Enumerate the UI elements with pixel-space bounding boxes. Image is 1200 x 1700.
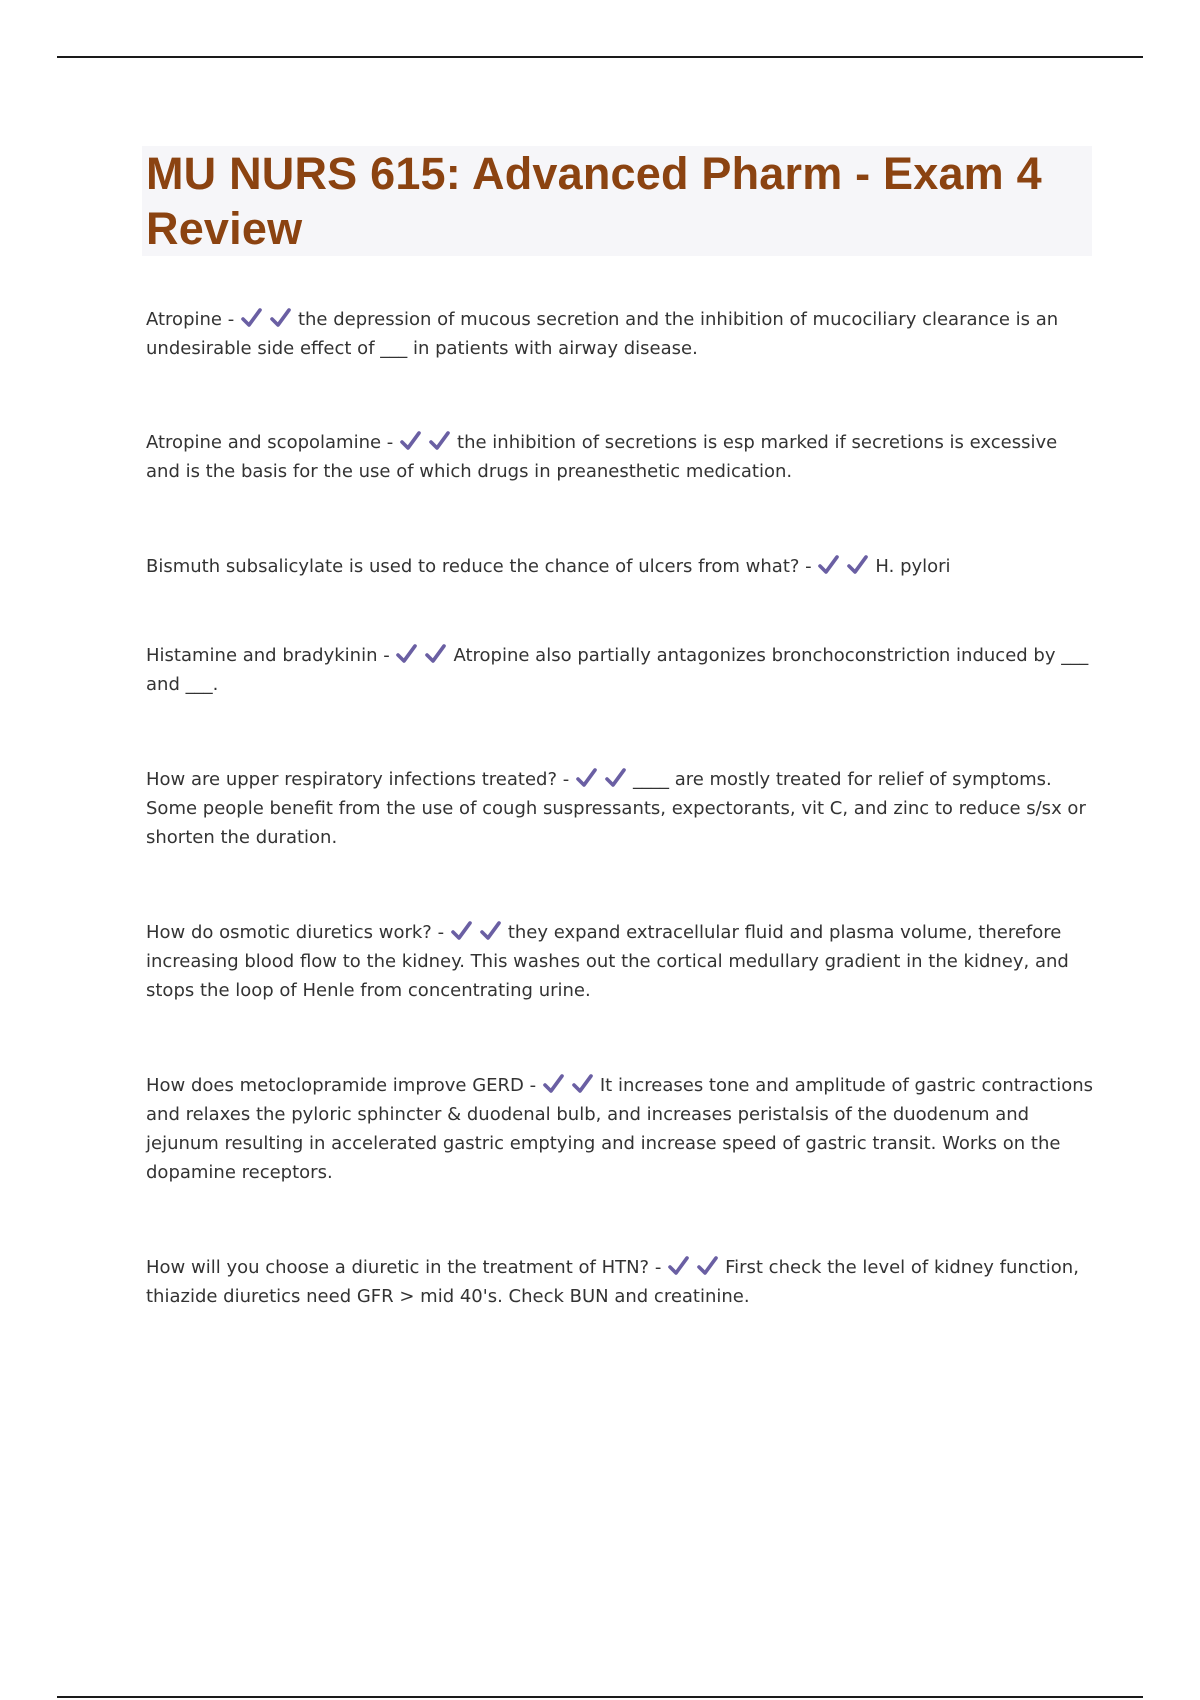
- checkmark-icon: [667, 1255, 690, 1277]
- checkmark-icon: [399, 430, 422, 452]
- entry-definition: Atropine also partially antagonizes bronchoconstriction induced by ___ and ___.: [146, 645, 1089, 695]
- flashcard-entry: [146, 305, 1096, 363]
- entry-separator: -: [431, 922, 450, 943]
- entry-separator: -: [557, 769, 575, 790]
- flashcard-entry: [146, 1071, 1096, 1187]
- entry-definition: First check the level of kidney function, thiazide diuretics need GFR > mid 40's. Check BUN and creatinine.: [146, 1257, 1079, 1307]
- checkmark-icon: [479, 920, 502, 942]
- flashcard-entry: [146, 428, 1096, 486]
- document-title: MU NURS 615: Advanced Pharm - Exam 4 Review: [146, 148, 1042, 254]
- checkmark-icon: [575, 767, 598, 789]
- entry-separator: -: [799, 556, 818, 577]
- flashcard-entry: [146, 765, 1096, 852]
- flashcard-entry: [146, 552, 1096, 581]
- flashcard-entry: [146, 641, 1096, 699]
- checkmark-icon: [240, 307, 263, 329]
- flashcard-entry: [146, 1253, 1096, 1311]
- entry-definition: the depression of mucous secretion and the inhibition of mucociliary clearance is an undesirable side effect of ___ in patients with airway disease.: [146, 309, 1059, 359]
- entry-term: How are upper respiratory infections treated?: [146, 769, 558, 790]
- entry-term: Atropine and scopolamine: [146, 432, 382, 453]
- flashcard-entry: [146, 918, 1096, 1005]
- top-rule: [57, 56, 1143, 58]
- entry-separator: -: [523, 1075, 542, 1096]
- flashcard-list: [146, 305, 1096, 1311]
- entry-term: Bismuth subsalicylate is used to reduce the chance of ulcers from what?: [146, 556, 800, 577]
- entry-term: Histamine and bradykinin: [146, 645, 378, 666]
- checkmark-icon: [846, 554, 869, 576]
- checkmark-icon: [542, 1073, 565, 1095]
- entry-definition: It increases tone and amplitude of gastric contractions and relaxes the pyloric sphincter & duodenal bulb, and increases peristalsis of the duodenum and jejunum resulting in accelerated gastric emptying and increase speed of gastric transit. Works on the dopamine receptors.: [146, 1075, 1094, 1183]
- entry-definition: H. pylori: [875, 556, 951, 577]
- entry-definition: they expand extracellular fluid and plasma volume, therefore increasing blood flow to the kidney. This washes out the cortical medullary gradient in the kidney, and stops the loop of Henle from concentrating urine.: [146, 922, 1069, 1001]
- checkmark-icon: [571, 1073, 594, 1095]
- entry-term: How will you choose a diuretic in the treatment of HTN?: [146, 1257, 650, 1278]
- entry-term: How do osmotic diuretics work?: [146, 922, 432, 943]
- entry-term: How does metoclopramide improve GERD: [146, 1075, 524, 1096]
- title-block: [142, 146, 1092, 256]
- entry-separator: -: [221, 309, 240, 330]
- entry-separator: -: [381, 432, 400, 453]
- checkmark-icon: [604, 767, 627, 789]
- bottom-rule: [57, 1696, 1143, 1698]
- entry-definition: the inhibition of secretions is esp marked if secretions is excessive and is the basis for the use of which drugs in preanesthetic medication.: [146, 432, 1058, 482]
- checkmark-icon: [428, 430, 451, 452]
- checkmark-icon: [395, 643, 418, 665]
- entry-definition: ____ are mostly treated for relief of symptoms. Some people benefit from the use of cough suspressants, expectorants, vit C, and zinc to reduce s/sx or shorten the duration.: [146, 769, 1086, 848]
- checkmark-icon: [817, 554, 840, 576]
- entry-term: Atropine: [146, 309, 222, 330]
- checkmark-icon: [450, 920, 473, 942]
- checkmark-icon: [696, 1255, 719, 1277]
- checkmark-icon: [269, 307, 292, 329]
- entry-separator: -: [377, 645, 396, 666]
- checkmark-icon: [424, 643, 447, 665]
- entry-separator: -: [649, 1257, 668, 1278]
